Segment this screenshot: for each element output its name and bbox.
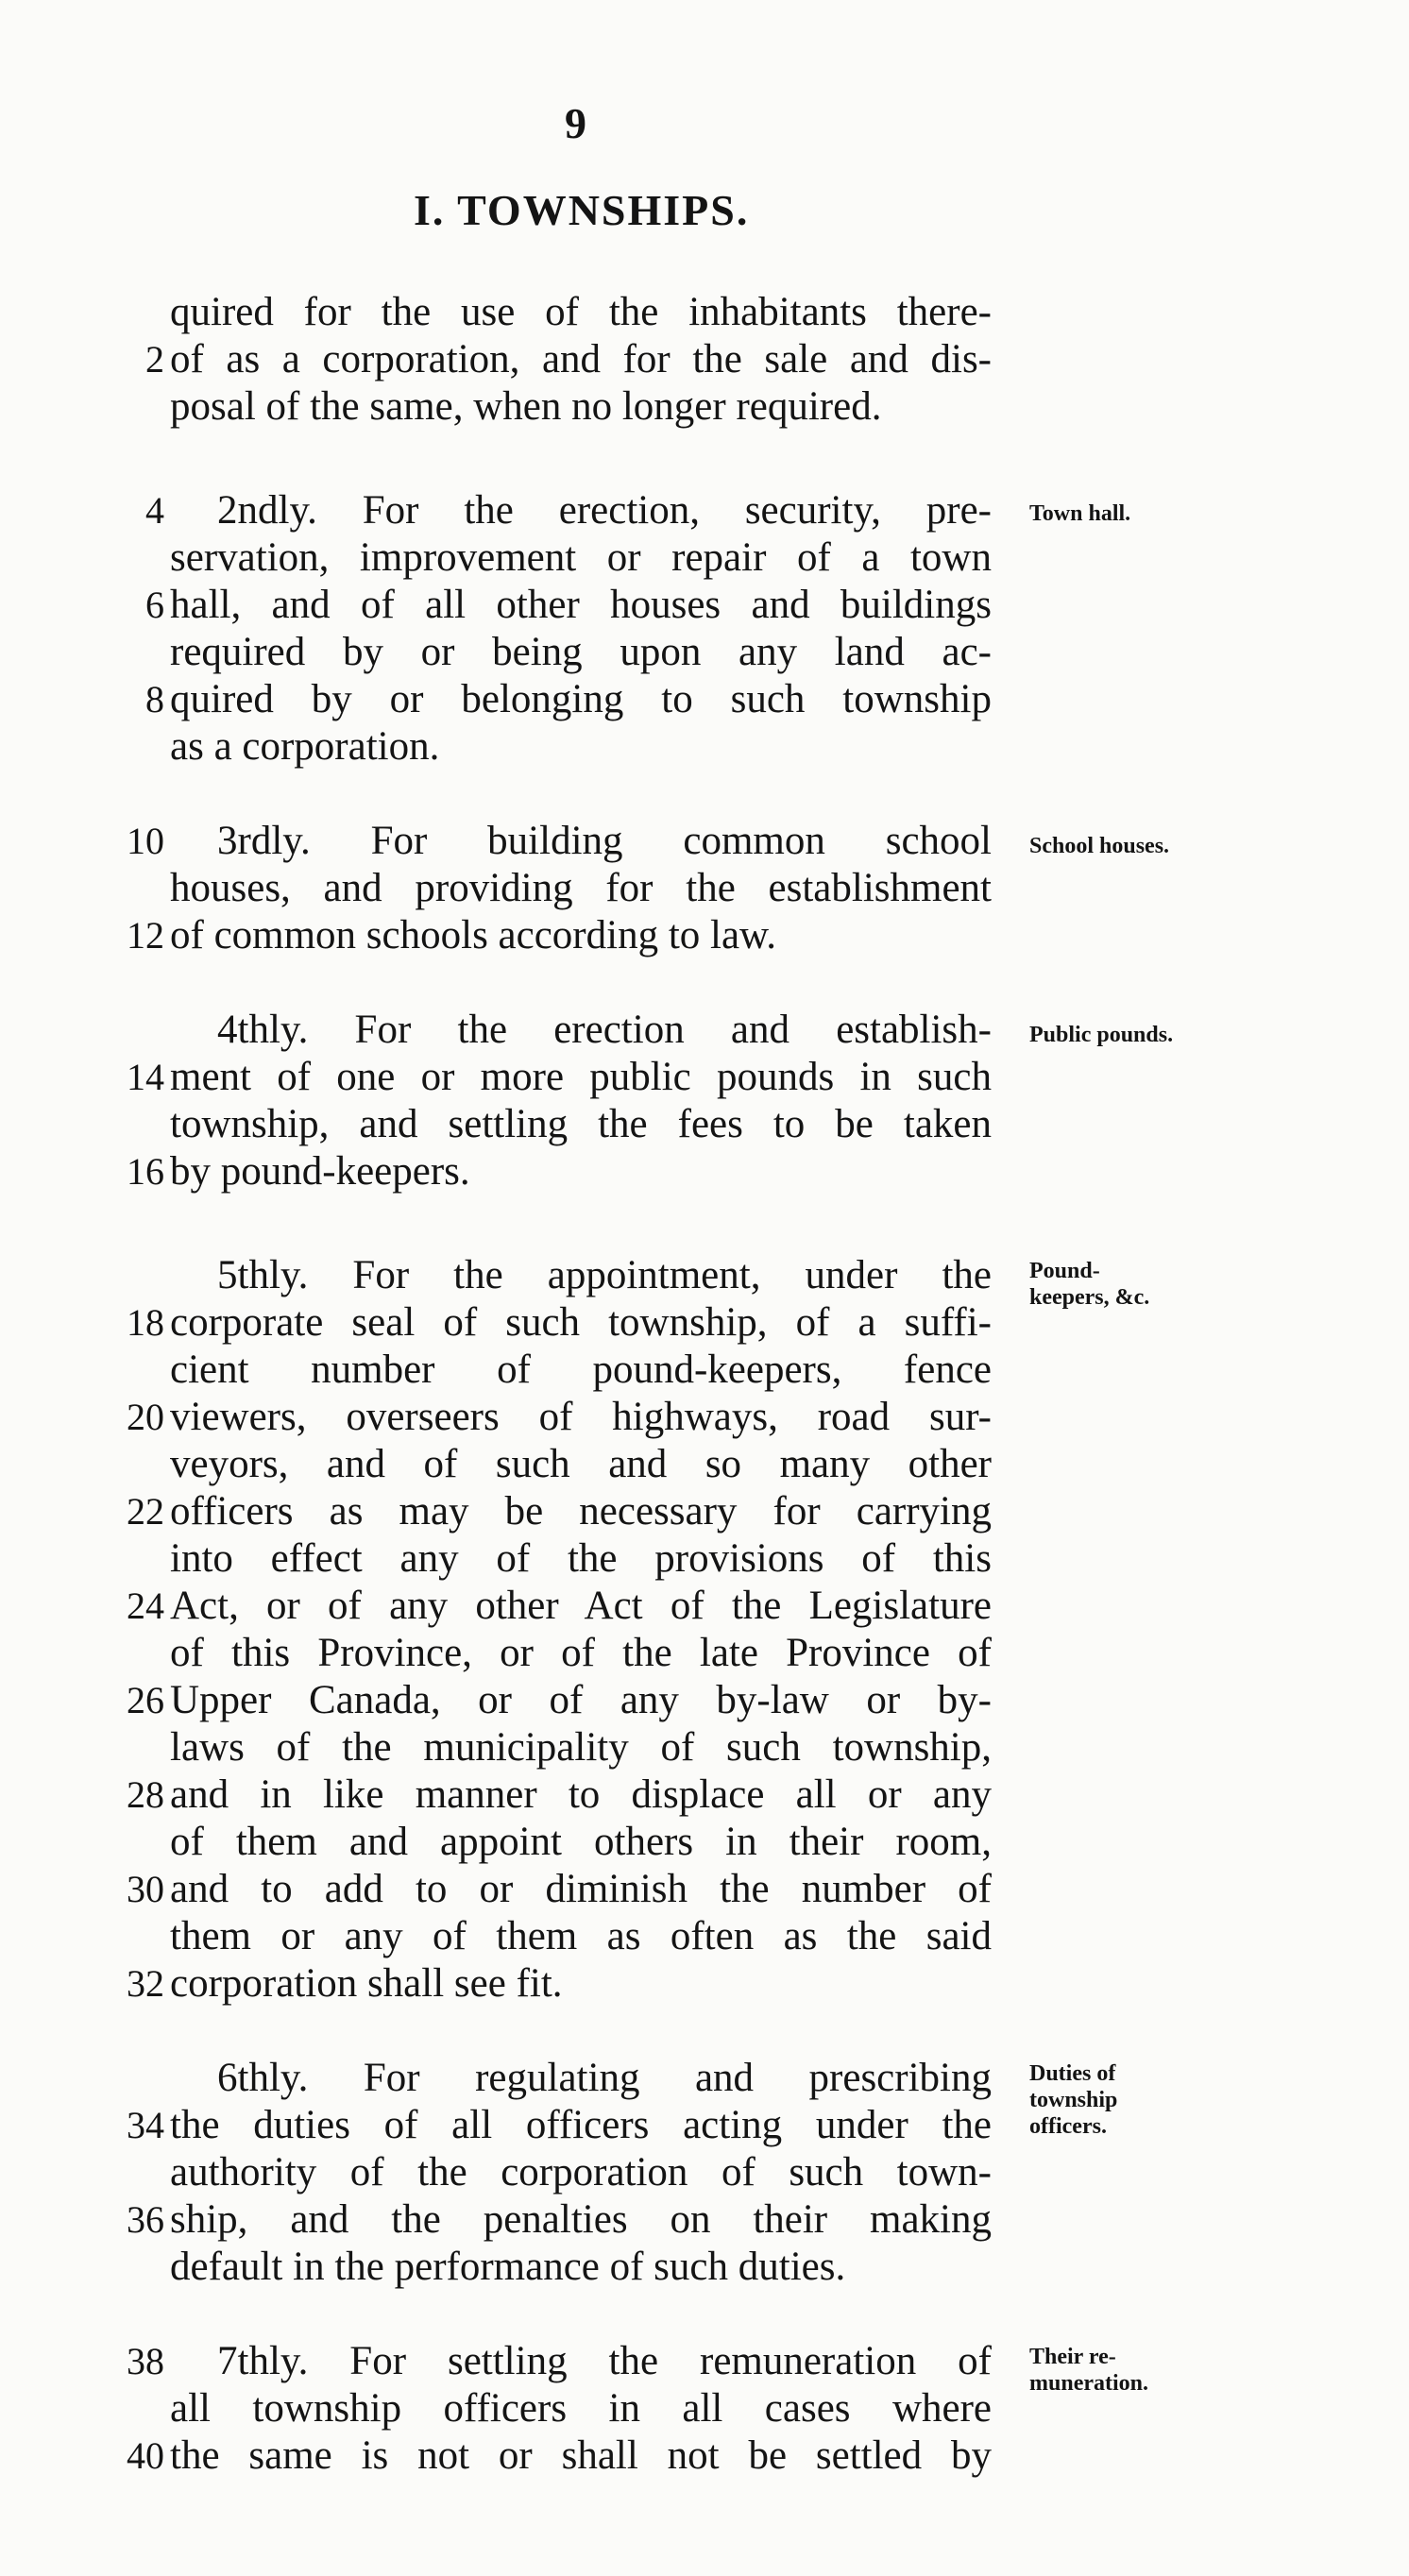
line-number: 16 [127, 1150, 164, 1193]
margin-note: Public pounds. [1029, 1023, 1174, 1047]
text-line: quired for the use of the inhabitants there- [170, 290, 992, 334]
text-line: 7thly. For settling the remuneration of [217, 2339, 992, 2383]
text-line: them or any of them as often as the said [170, 1914, 992, 1958]
line-number: 26 [127, 1679, 164, 1721]
text-line: viewers, overseers of highways, road sur- [170, 1395, 992, 1439]
text-line: required by or being upon any land ac- [170, 630, 992, 674]
text-line: cient number of pound-keepers, fence [170, 1347, 992, 1392]
text-line: corporation shall see fit. [170, 1961, 563, 2006]
line-number: 24 [127, 1585, 164, 1627]
line-number: 40 [127, 2434, 164, 2477]
text-line: laws of the municipality of such township, [170, 1725, 992, 1770]
text-line: 6thly. For regulating and prescribing [217, 2056, 992, 2100]
text-line: and in like manner to displace all or any [170, 1772, 992, 1817]
text-line: posal of the same, when no longer required. [170, 384, 882, 429]
text-line: by pound-keepers. [170, 1149, 470, 1194]
text-line: ment of one or more public pounds in such [170, 1055, 992, 1099]
line-number: 34 [127, 2104, 164, 2146]
line-number: 10 [127, 820, 164, 862]
line-number: 38 [127, 2340, 164, 2382]
text-line: 3rdly. For building common school [217, 819, 992, 863]
line-number: 20 [127, 1396, 164, 1438]
line-number: 14 [127, 1056, 164, 1098]
margin-note: School houses. [1029, 834, 1170, 858]
text-line: Upper Canada, or of any by-law or by- [170, 1678, 992, 1722]
text-line: ship, and the penalties on their making [170, 2197, 992, 2242]
text-line: veyors, and of such and so many other [170, 1442, 992, 1486]
text-line: Act, or of any other Act of the Legislature [170, 1584, 992, 1628]
text-line: of common schools according to law. [170, 913, 777, 958]
text-line: servation, improvement or repair of a town [170, 535, 992, 580]
text-line: as a corporation. [170, 724, 440, 769]
text-line: 5thly. For the appointment, under the [217, 1253, 992, 1297]
line-number: 36 [127, 2198, 164, 2241]
line-number: 4 [145, 489, 164, 532]
text-line: officers as may be necessary for carrying [170, 1489, 992, 1534]
line-number: 6 [145, 584, 164, 626]
text-line: corporate seal of such township, of a suffi- [170, 1300, 992, 1345]
text-line: all township officers in all cases where [170, 2386, 992, 2431]
text-line: and to add to or diminish the number of [170, 1867, 992, 1911]
margin-note: Pound- keepers, &c. [1029, 1259, 1150, 1310]
line-number: 18 [127, 1301, 164, 1344]
text-line: authority of the corporation of such town- [170, 2150, 992, 2195]
text-line: of as a corporation, and for the sale and dis- [170, 337, 992, 381]
running-head: I. TOWNSHIPS. [414, 186, 750, 234]
line-number: 28 [127, 1773, 164, 1816]
text-line: township, and settling the fees to be taken [170, 1102, 992, 1146]
margin-note: Town hall. [1029, 501, 1131, 526]
text-line: into effect any of the provisions of this [170, 1536, 992, 1581]
text-line: 4thly. For the erection and establish- [217, 1008, 992, 1052]
text-line: the duties of all officers acting under the [170, 2103, 992, 2147]
text-line: the same is not or shall not be settled by [170, 2433, 992, 2478]
text-line: of this Province, or of the late Province of [170, 1631, 992, 1675]
text-line: quired by or belonging to such township [170, 677, 992, 721]
text-line: of them and appoint others in their room, [170, 1820, 992, 1864]
text-line: houses, and providing for the establishment [170, 866, 992, 910]
line-number: 2 [145, 338, 164, 381]
margin-note: Their re- muneration. [1029, 2345, 1148, 2396]
text-line: hall, and of all other houses and buildings [170, 583, 992, 627]
line-number: 12 [127, 914, 164, 957]
text-line: default in the performance of such duties. [170, 2245, 846, 2289]
line-number: 30 [127, 1868, 164, 1910]
line-number: 8 [145, 678, 164, 720]
margin-note: Duties of township officers. [1029, 2061, 1118, 2139]
page-number: 9 [565, 99, 586, 147]
text-line: 2ndly. For the erection, security, pre- [217, 488, 992, 533]
line-number: 22 [127, 1490, 164, 1533]
line-number: 32 [127, 1962, 164, 2005]
